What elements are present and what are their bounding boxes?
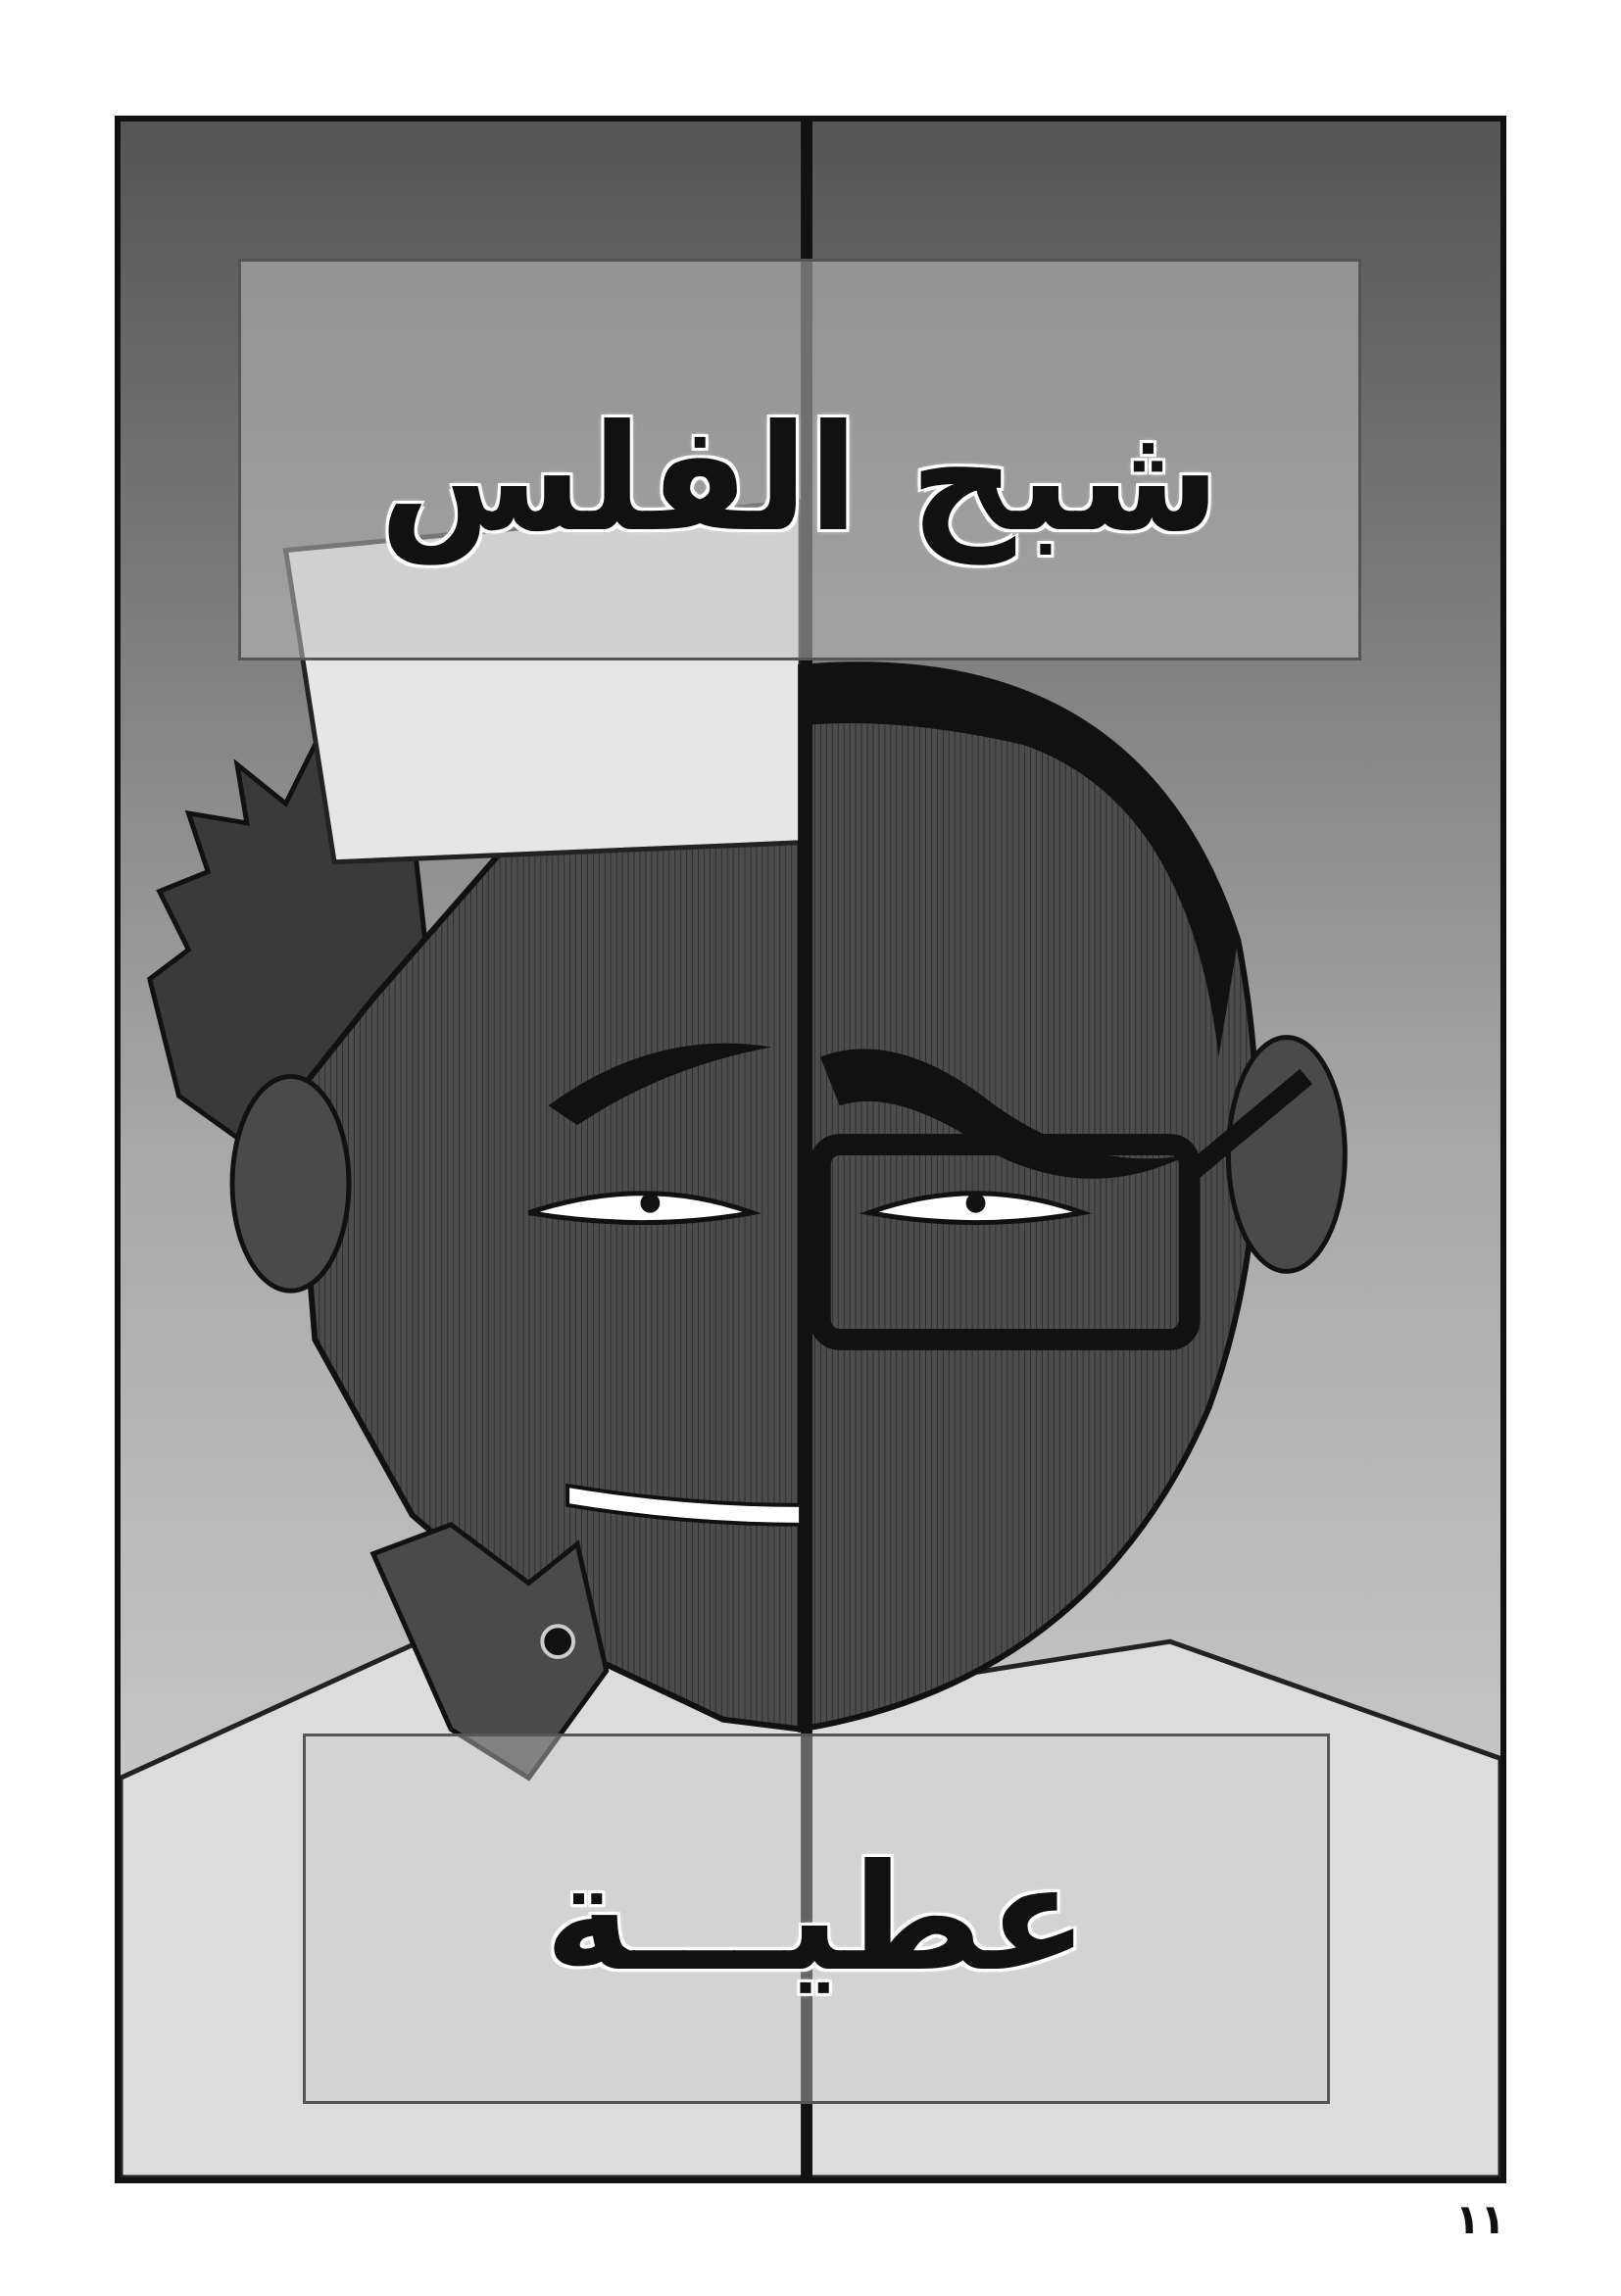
comic-title: شبح الفلس: [378, 394, 1221, 564]
left-pupil: [640, 1194, 660, 1213]
character-name: عطيـــة: [544, 1833, 1089, 2004]
right-pupil: [966, 1194, 986, 1213]
left-ear: [232, 1076, 349, 1291]
page-number: ١١: [1454, 2195, 1505, 2243]
right-ear: [1228, 1038, 1345, 1272]
name-caption-box: [303, 1734, 1330, 2104]
title-caption-box: [238, 259, 1361, 660]
comic-panel: [115, 116, 1506, 2183]
ring: [542, 1626, 573, 1657]
